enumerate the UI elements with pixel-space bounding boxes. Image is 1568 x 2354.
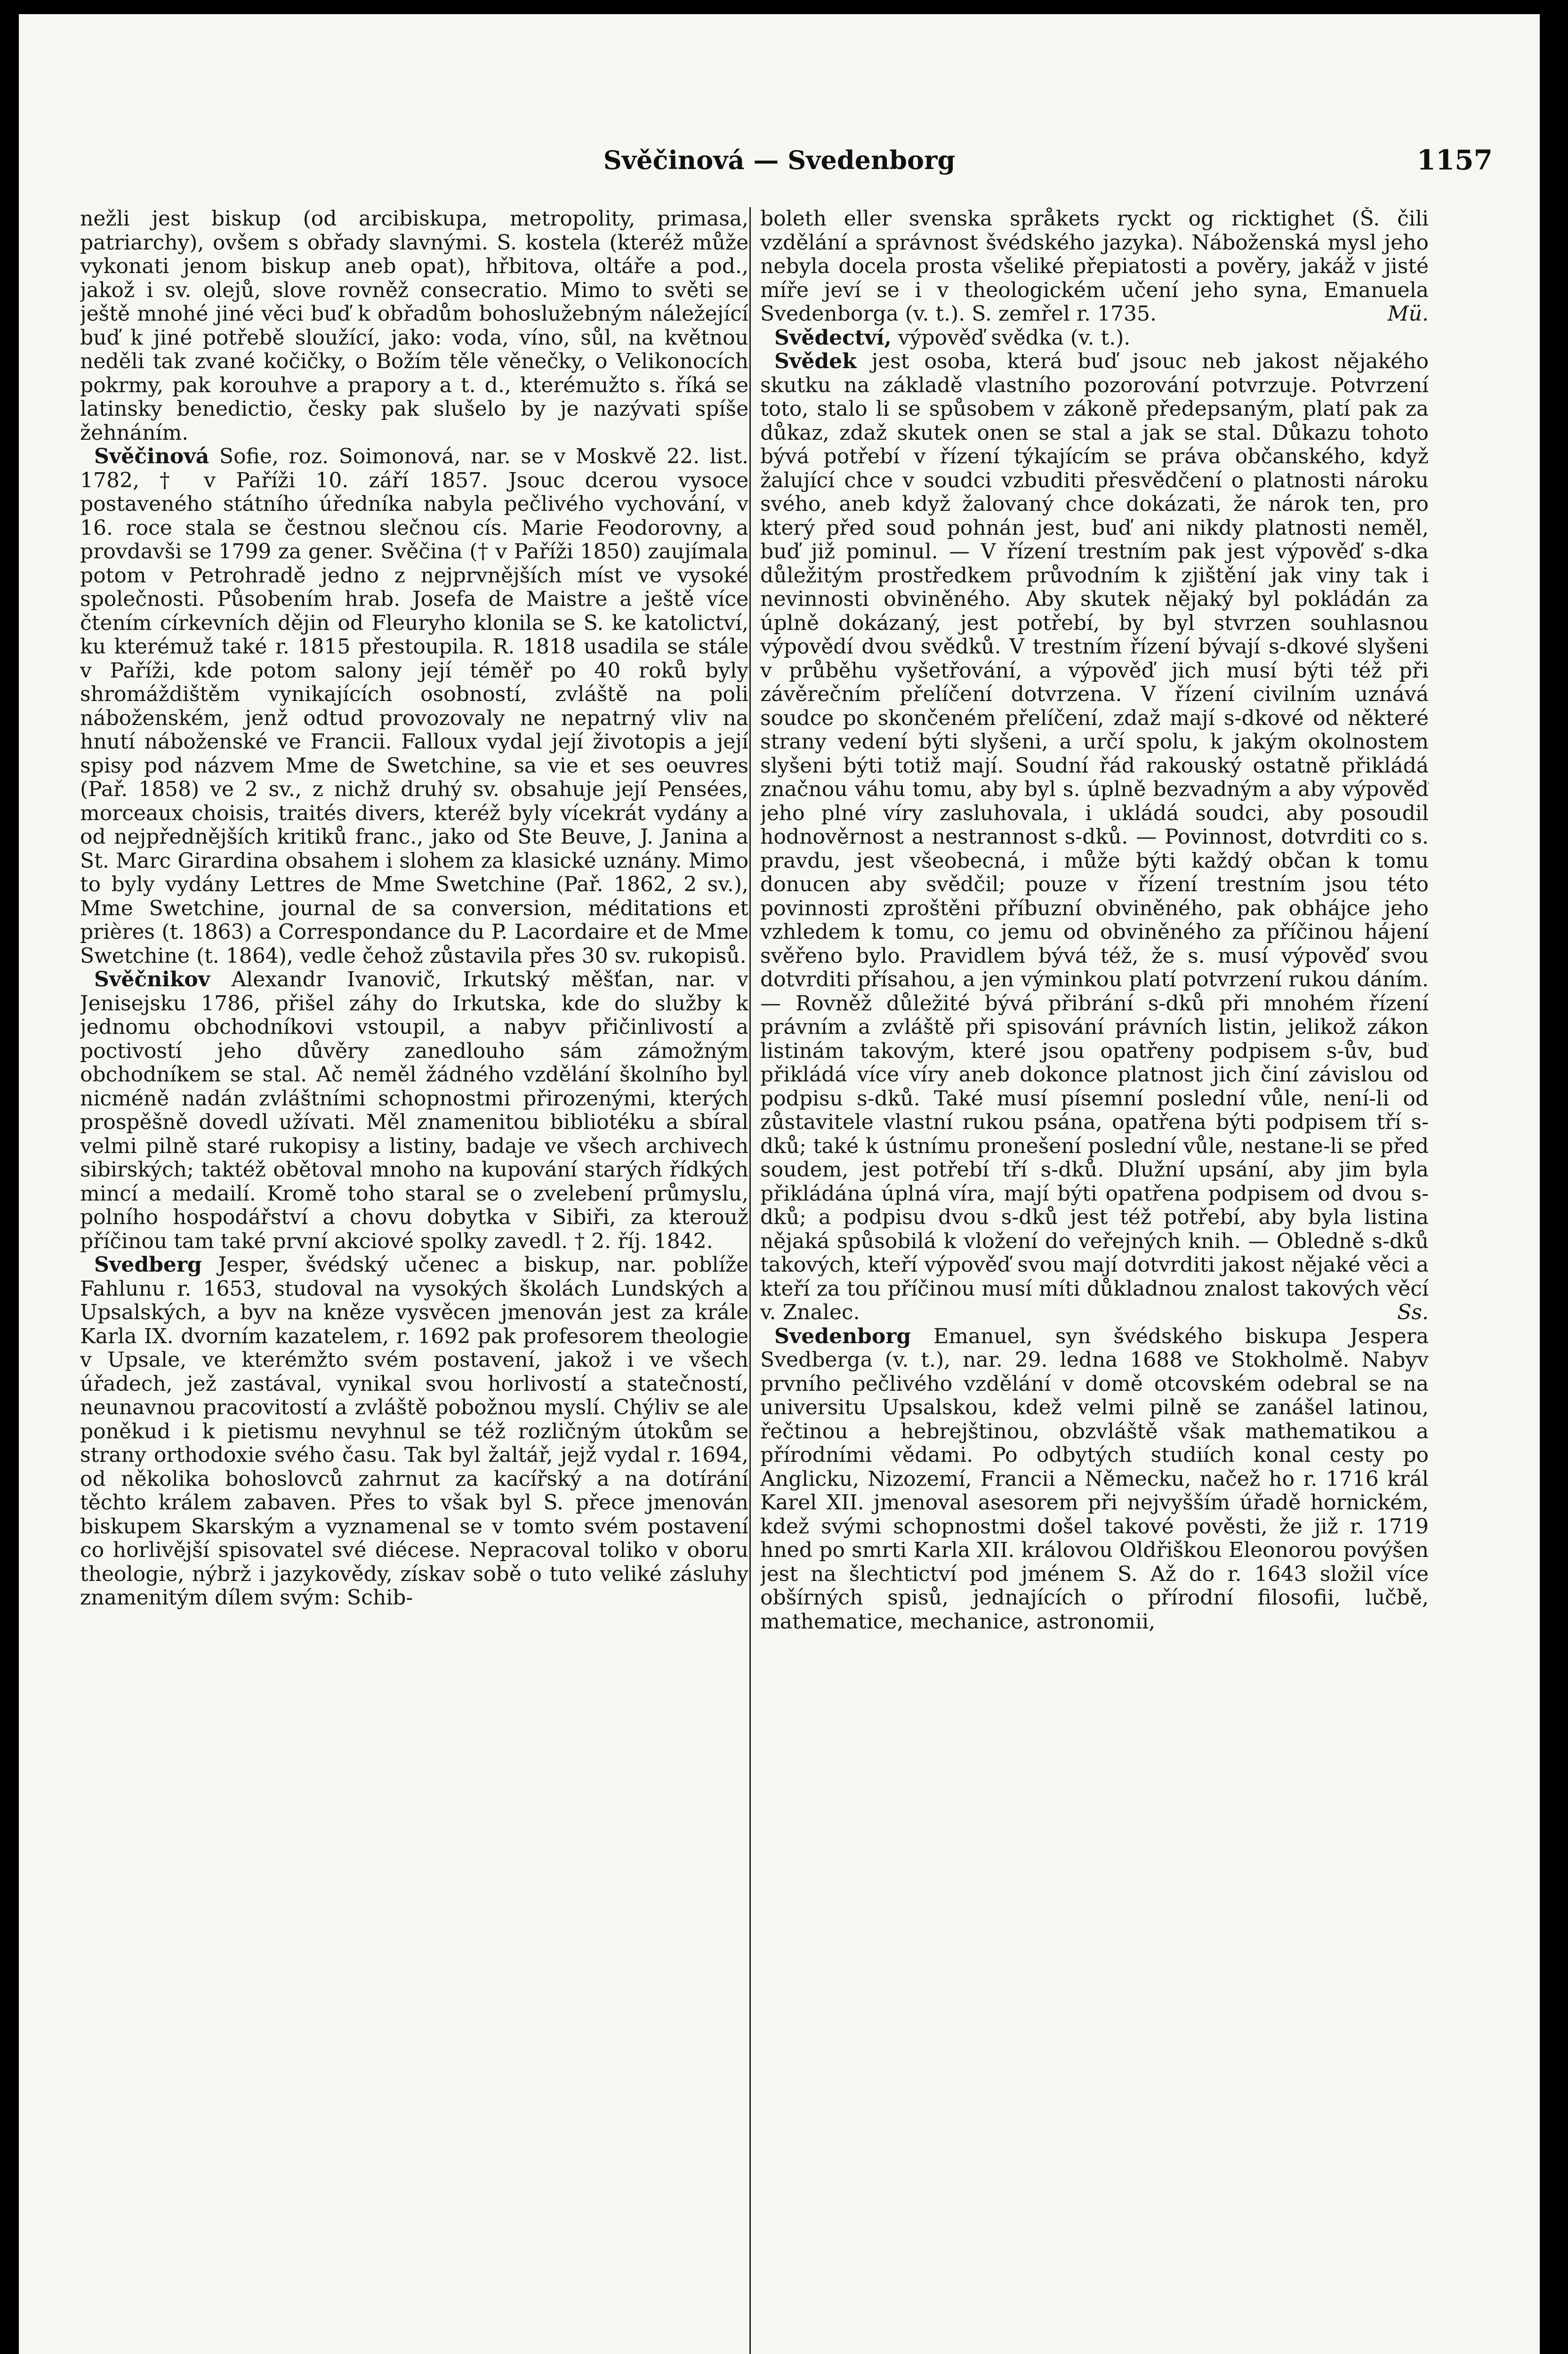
entry-headword: Svěčinová [94, 444, 209, 468]
paragraph-text: boleth eller svenska språkets ryckt og ricktighet (Š. čili vzdělání a správnost švédského jazyka). Náboženská mysl jeho nebyla docela prosta všeliké přepiatosti a pověry, jakáž v jisté míře jeví se i v theologickém učení jeho syna, Emanuela Svedenborga (v. t.). S. zemřel r. 1735. [760, 207, 1429, 326]
continued-paragraph [80, 207, 748, 445]
left-column [80, 207, 748, 2354]
right-column [760, 207, 1429, 2354]
entry-svecinova [80, 445, 748, 968]
page-sheet [19, 14, 1540, 2354]
entry-svedenborg [760, 1325, 1429, 1634]
entry-text: Emanuel, syn švédského biskupa Jespera Svedberga (v. t.), nar. 29. ledna 1688 ve Stokholmě. Nabyv prvního pečlivého vzdělání v domě otcovském odebral se na universitu Upsalskou, kdež velmi pilně se zanášel latinou, řečtinou a hebrejštinou, obzvláště však mathematikou a přírodními vědami. Po odbytých studiích konal cesty po Anglicku, Nizozemí, Francii a Německu, načež ho r. 1716 král Karel XII. jmenoval asesorem při nejvyšším úřadě hornickém, kdež svými schopnostmi došel takové pověsti, že již r. 1719 hned po smrti Karla XII. královou Oldřiškou Eleonorou povýšen jest na šlechtictví pod jménem S. Až do r. 1643 složil více obšírných spisů, jednajících o přírodní filosofii, lučbě, mathematice, mechanice, astronomii, [760, 1324, 1429, 1634]
entry-headword: Svedberg [94, 1253, 202, 1277]
entry-svedek [760, 350, 1429, 1325]
entry-svedberg [80, 1253, 748, 1610]
running-header [66, 141, 1493, 179]
continued-paragraph [760, 207, 1429, 326]
entry-headword: Svědectví, [774, 325, 892, 350]
entry-headword: Svedenborg [774, 1324, 911, 1348]
author-signature: Mü. [1387, 302, 1429, 326]
entry-svedectvi [760, 326, 1429, 350]
author-signature: Ss. [1397, 1300, 1429, 1324]
entry-text: jest osoba, která buď jsouc neb jakost nějakého skutku na základě vlastního pozorování potvrzuje. Potvrzení toto, stalo li se spůsobem v zákoně předepsaným, platí pak za důkaz, zdaž skutek onen se stal a jak se stal. Důkazu tohoto bývá potřebí v řízení týkajícím se práva občanského, když žalující chce v soudci vzbuditi přesvědčení o platnosti nároku svého, aneb když žalovaný chce dokázati, že nárok ten, pro který před soud pohnán jest, buď ani nikdy platnosti neměl, buď již pominul. — V řízení trestním pak jest výpověď s-dka důležitým prostředkem průvodním k zjištění jak viny tak i nevinnosti obviněného. Aby skutek nějaký byl pokládán za úplně dokázaný, jest potřebí, by byl stvrzen souhlasnou výpovědí dvou svědků. V trestním řízení bývají s-dkové slyšeni v průběhu vyšetřování, a výpověď jich musí býti též při závěrečním přelíčení dotvrzena. V řízení civilním uznává soudce po skončeném přelíčení, zdaž mají s-dkové od některé strany vedení býti slyšeni, a určí spolu, k jakým okolnostem slyšeni býti totiž mají. Soudní řád rakouský ostatně přikládá značnou váhu tomu, aby byl s. úplně bezvadným a aby výpověď jeho plné víry zasluhovala, i ukládá soudci, aby posoudil hodnověrnost a nestrannost s-dků. — Povinnost, dotvrditi co s. pravdu, jest všeobecná, i může býti každý občan k tomu donucen aby svědčil; pouze v řízení trestním jsou této povinnosti zproštěni příbuzní obviněného, pak obhájce jeho vzhledem k tomu, co jemu od obviněného za příčinou hájení svěřeno bylo. Pravidlem bývá též, že s. musí výpověď svou dotvrditi přísahou, a jen výminkou platí potvrzení rukou dáním. — Rovněž důležité bývá přibrání s-dků při mnohém řízení právním a zvláště při spisování právních listin, jelikož zákon listinám takovým, které jsou opatřeny podpisem s-ův, buď přikládá více víry aneb dokonce platnost jich činí závislou od podpisu s-dků. Také musí písemní poslední vůle, není-li od zůstavitele vlastní rukou psána, opatřena býti podpisem tří s-dků; také k ústnímu pronešení poslední vůle, nestane-li se před soudem, jest potřebí tří s-dků. Dlužní upsání, aby jim byla přikládána úplná víra, mají býti opatřena podpisem od dvou s-dků; a podpisu dvou s-dků jest též potřebí, aby byla listina nějaká spůsobilá k vložení do veřejných knih. — Obledně s-dků takových, kteří výpověď svou mají dotvrditi jakost nějaké věci a kteří za tou příčinou musí míti důkladnou znalost takových věcí v. Znalec. [760, 349, 1429, 1324]
entry-headword: Svěčnikov [94, 967, 210, 992]
entry-text: Alexandr Ivanovič, Irkutský měšťan, nar. v Jenisejsku 1786, přišel záhy do Irkutska, kde do služby k jednomu obchodníkovi vstoupil, a nabyv přičinlivostí a poctivostí jeho důvěry zanedlouho sám zámožným obchodníkem se stal. Ač neměl žádného vzdělání školního byl nicméně nadán zvláštními schopnostmi přirozenými, kterých prospěšně dovedl užívati. Měl znamenitou bibliotéku a sbíral velmi pilně staré rukopisy a listiny, badaje ve všech archivech sibirských; taktéž obětoval mnoho na kupování starých řídkých mincí a medailí. Kromě toho staral se o zvelebení průmyslu, polního hospodářství a chovu dobytka v Sibiři, za kterouž příčinou tam také první akciové spolky zavedl. † 2. říj. 1842. [80, 967, 748, 1253]
entry-svecnikov [80, 968, 748, 1253]
entry-text: Sofie, roz. Soimonová, nar. se v Moskvě 22. list. 1782, † v Paříži 10. září 1857. Jsouc dcerou vysoce postaveného státního úředníka nabyla pečlivého vychování, v 16. roce stala se čestnou slečnou cís. Marie Feodorovny, a provdavši se 1799 za gener. Svěčina († v Paříži 1850) zaujímala potom v Petrohradě jedno z nejprvnějších míst ve vysoké společnosti. Působením hrab. Josefa de Maistre a ještě více čtením církevních dějin od Fleuryho klonila se S. ke katolictví, ku kterémuž také r. 1815 přestoupila. R. 1818 usadila se stále v Paříži, kde potom salony její téměř po 40 roků byly shromáždištěm vynikajících osobností, zvláště na poli náboženském, jenž odtud provozovaly ne nepatrný vliv na hnutí náboženské ve Francii. Falloux vydal její životopis a její spisy pod názvem Mme de Swetchine, sa vie et ses oeuvres (Pař. 1858) ve 2 sv., z nichž druhý sv. obsahuje její Pensées, morceaux choisis, traités divers, kteréž byly vícekrát vydány a od nejpřednějších kritiků franc., jako od Ste Beuve, J. Janina a St. Marc Girardina obsahem i slohem za klasické uznány. Mimo to byly vydány Lettres de Mme Swetchine (Pař. 1862, 2 sv.), Mme Swetchine, journal de sa conversion, méditations et prières (t. 1863) a Correspondance du P. Lacordaire et de Mme Swetchine (t. 1864), vedle čehož zůstavila přes 30 sv. rukopisů. [80, 444, 748, 968]
entry-headword: Svědek [774, 349, 857, 373]
entry-text: výpověď svědka (v. t.). [891, 325, 1131, 350]
page-title: Svěčinová — Svedenborg [603, 145, 956, 175]
column-divider [749, 207, 751, 2354]
entry-text: Jesper, švédský učenec a biskup, nar. poblíže Fahlunu r. 1653, studoval na vysokých školách Lundských a Upsalských, a byv na kněze vysvěcen jmenován jest za krále Karla IX. dvorním kazatelem, r. 1692 pak profesorem theologie v Upsale, ve kterémžto svém postavení, jakož i ve všech úřadech, jež zastával, vynikal svou horlivostí a statečností, neunavnou pracovitostí a zvláště pobožnou myslí. Chýliv se ale poněkud i k pietismu nevyhnul se též rozličným útokům se strany orthodoxie svého času. Tak byl žaltář, jejž vydal r. 1694, od několika bohoslovců zahrnut za kacířský a na dotírání těchto králem zabaven. Přes to však byl S. přece jmenován biskupem Skarským a vyznamenal se v tomto svém postavení co horlivější spisovatel své diécese. Nepracoval toliko v oboru theologie, nýbrž i jazykovědy, získav sobě o tuto veliké zásluhy znamenitým dílem svým: Schib- [80, 1253, 748, 1610]
paragraph-text: nežli jest biskup (od arcibiskupa, metropolity, primasa, patriarchy), ovšem s obřady slavnými. S. kostela (kteréž může vykonati jenom biskup aneb opat), hřbitova, oltáře a pod., jakož i sv. olejů, slove rovněž consecratio. Mimo to světi se ještě mnohé jiné věci buď k obřadům bohoslužebným náležející buď k jiné potřebě sloužící, jako: voda, víno, sůl, na květnou neděli tak zvané kočičky, o Božím těle věnečky, o Velikonocích pokrmy, pak korouhve a prapory a t. d., kterémužto s. říká se latinsky benedictio, česky pak slušelo by je nazývati spíše žehnáním. [80, 207, 748, 445]
page-number: 1157 [1416, 144, 1493, 176]
